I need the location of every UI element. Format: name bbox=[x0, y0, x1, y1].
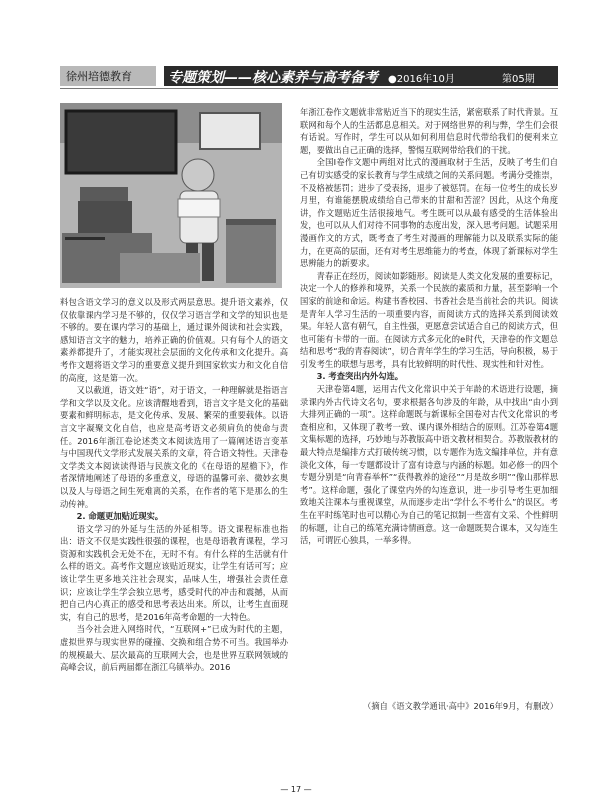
paragraph: 年浙江卷作文题就非常贴近当下的现实生活，紧密联系了时代背景。互联网和每个人的生活都息息相关。对于网络世界的利与弊，学生们会很有话说。写作时，学生可以从如何利用信息时代带给我们的便利来立题，要做出自己正确的选择，警惕互联网带给我们的干扰。 bbox=[300, 107, 558, 155]
issue-date: ●2016年10月 bbox=[388, 74, 455, 85]
paragraph: 当今社会进入网络时代，“互联网+”已成为时代的主题，虚拟世界与现实世界的碰撞、交换和组合势不可当。我国举办的规模最大、层次最高的互联网大会，也是世界互联网领域的高峰会议，前后两届都在浙江乌镇举办。2016 bbox=[60, 624, 288, 673]
header-rule bbox=[60, 88, 558, 89]
paragraph: 天津卷第4题，运用古代文化常识中关于年龄的术语进行设题，摘录课内外古代诗文名句，要求根据各句涉及的年龄，从中找出“由小到大排列正确的一项”。这样命题既与新课标全国卷对古代文化常识的考查相应和，又体现了教考一致、课内课外相结合的原则。江苏卷第4题文集标题的选择，巧妙地与苏教版高中语文教材相契合。苏教版教材的最大特点是编排方式打破传统习惯，以专题作为选文编排单位，并有意淡化文体，每一专题都设计了富有诗意与内涵的标题。如必修一的四个专题分别是“向青春举杯”“获得教养的途径”“月是故乡明”“像山那样思考”。这样命题，强化了课堂内外的勾连意识，进一步引导考生更加细致地关注课本与重视课堂，从而逐步走出“学什么不考什么”的误区。考生在平时练笔时也可以精心为自己的笔记拟制一些富有文采、个性鲜明的标题，让自己的练笔充满诗情画意。这一命题既契合课本，又勾连生活，可谓匠心独具，一举多得。 bbox=[300, 384, 558, 546]
section-heading: 2. 命题更加贴近现实。 bbox=[76, 511, 164, 522]
column-banner bbox=[164, 66, 558, 86]
page-header bbox=[60, 66, 558, 86]
issue-number: 第05期 bbox=[502, 74, 535, 85]
journal-name: 徐州培德教育 bbox=[66, 70, 132, 83]
classroom-illustration bbox=[60, 103, 282, 288]
paragraph: 又以截道，语文姓“语”，对于语文，一种理解就是指语言学和文学以及文化。应该清醒地看到，语言文字是文化的基础要素和鲜明标志，是文化传承、发展、繁荣的重要载体。以语言文字凝聚文化自信，也应是高考语文必须肩负的使命与责任。2016年浙江卷论述类文本阅读选用了一篇阐述语言变革与中国现代文学形式发展关系的文章，符合语文特性。天津卷文学类文本阅读读得语与民族文化的《在母语的屋檐下》，作者深情地阐述了母语的多重意义，母语的温馨可亲、微妙玄奥以及人与母语之间生死难离的关系，在作者的笔下是那么的生动传神。 bbox=[60, 385, 288, 509]
teacher-reading-image bbox=[60, 103, 282, 288]
paragraph: 青春正在经历，阅读如影随形。阅读是人类文化发展的重要标记，决定一个人的修养和境界，关系一个民族的素质和力量，甚至影响一个国家的前途和命运。构建书香校园、书香社会是当前社会的共识。阅读是青年人学习生活的一项重要内容，而阅读方式的选择关系到阅读效果。年轻人富有朝气，自主性强，更愿意尝试适合自己的阅读方式，但也可能有卡带的一面。在阅读方式多元化的e时代，天津卷的作文题总结和思考“我的青春阅读”，切合青年学生的学习生活，导向积极，易于引发考生的联想与思考，具有比较鲜明的时代性、现实性和针对性。 bbox=[300, 270, 558, 369]
journal-tab bbox=[60, 66, 156, 86]
paragraph: 语文学习的外延与生活的外延相等。语文课程标准也指出：语文不仅是实践性很强的课程，也是母语教育课程，学习资源和实践机会无处不在，无时不有。有什么样的生活就有什么样的语文。高考作文题应该贴近现实，让学生有话可写；应该让学生更多地关注社会现实，品味人生，增强社会责任意识；应该让学生学会独立思考，感受时代的冲击和震撼，从而把自己内心真正的感受和思考表达出来。所以，让考生直面现实，有自己的思考，是2016年高考命题的一大特色。 bbox=[60, 523, 288, 622]
paragraph: 料包含语文学习的意义以及形式两层意思。提升语文素养，仅仅依靠课内学习是不够的，仅仅学习语言学和文学的知识也是不够的。要在课内学习的基础上，通过课外阅读和社会实践，感知语言文字的魅力，培养正确的价值观。只有每个人的语文素养都提升了，才能实现社会层面的文化传承和文化提升。高考作文题将语文学习的重要意义提升到国家软实力和文化自信的高度，这是第一次。 bbox=[60, 297, 288, 383]
paragraph: 全国Ⅰ卷作文题中两组对比式的漫画取材于生活，反映了考生们自己有切实感受的家长教育与学生成绩之间的关系问题。考满分受推崇，不及格被惩罚；进步了受表扬，退步了被惩罚。在每一位考生的成长岁月里，有谁能摆脱成绩给自己带来的甘甜和苦涩？因此，从这个角度讲，作文题贴近生活很接地气。考生既可以从最有感受的生活体验出发，也可以从人们对待不同事物的态度出发，深入思考问题。试题采用漫画作文的方式，既考查了考生对漫画的理解能力以及联系实际的能力，在更高的层面，还有对考生思维能力的考查，体现了新课标对学生思辨能力的新要求。 bbox=[300, 157, 558, 269]
right-column-text bbox=[300, 106, 558, 547]
source-credit: （摘自《语文教学通讯·高中》2016年9月，有删改） bbox=[363, 701, 558, 711]
left-column-text bbox=[60, 296, 288, 674]
section-heading: 3. 考查突出内外勾连。 bbox=[316, 371, 404, 382]
column-title: 专题策划——核心素养与高考备考 bbox=[168, 70, 378, 86]
page-number: — 17 — bbox=[280, 785, 312, 794]
